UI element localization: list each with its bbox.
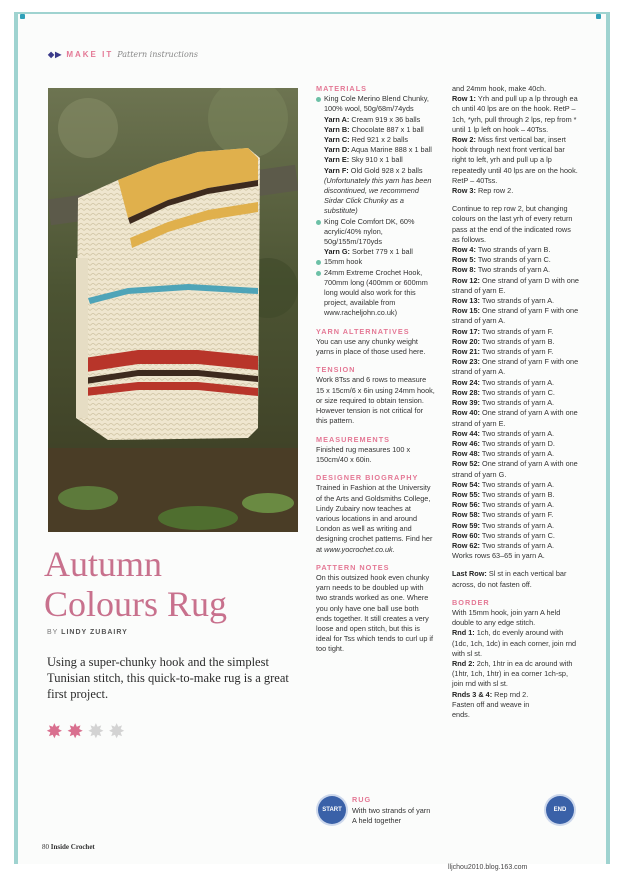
material-yarn-2: King Cole Comfort DK, 60% acrylic/40% nylon, 50g/155m/170yds [316,217,436,248]
pattern-notes-text: On this outsized hook even chunky yarn needs to be doubled up with two strands worked as one. Where you only have one ball use both ends together. It still creates a very loose and open stitch, but this is ideal for Tss which tends to curl up if too tight. [316,572,434,654]
yarn-item: Yarn E: Sky 910 x 1 ball [324,155,403,165]
colour-row: Row 46: Two strands of yarn D. [452,438,555,448]
material-yarn-1: King Cole Merino Blend Chunky, 100% wool, 50g/68m/74yds [316,94,436,114]
border-text: With 15mm hook, join yarn A held double to any edge stitch. [452,607,561,628]
colour-row: Row 24: Two strands of yarn A. [452,377,555,387]
colour-row: Row 23: One strand of yarn F with one strand of yarn A. [452,357,579,377]
author-name: LINDY ZUBAIRY [61,629,128,636]
last-row: Last Row: Sl st in each vertical bar across, do not fasten off. [452,569,567,589]
colour-row: Row 8: Two strands of yarn A. [452,265,551,275]
page-number: 80 [42,843,49,851]
colour-row: Row 59: Two strands of yarn A. [452,520,555,530]
colour-rows-list [452,245,580,551]
rnds-3-4: Rnds 3 & 4: Rep rnd 2. Fasten off and weave in ends. [452,689,530,719]
yarn-item: Yarn A: Cream 919 x 36 balls [324,114,421,124]
title-line-2: Colours Rug [44,584,228,624]
colour-row: Row 15: One strand of yarn F with one strand of yarn A. [452,306,579,326]
section-label: MAKE IT [66,50,114,59]
colour-row: Row 44: Two strands of yarn A. [452,428,555,438]
row-2: Row 2: Miss first vertical bar, insert hook through next front vertical bar right to left, yrh and pull up a lp repeatedly until 40 lps are on the hook. RetP – 40Tss. [452,135,578,185]
rug-heading: RUG [352,795,372,804]
publication-name: Inside Crochet [50,843,95,851]
tension-heading: TENSION [316,365,356,375]
byline [47,629,128,636]
rug-text: With two strands of yarn A held together [352,806,431,826]
rnd-1: Rnd 1: 1ch, dc evenly around with (1dc, 1ch, 1dc) in each corner, join rnd with sl st. [452,628,577,658]
yarn-alternatives-text: You can use any chunky weight yarns in place of those used here. [316,336,426,357]
works-rows: Works rows 63–65 in yarn A. [452,551,545,561]
yarn-item: Yarn F: Old Gold 928 x 2 balls [324,165,423,175]
material-hook-1: 15mm hook [316,257,436,267]
colour-row: Row 52: One strand of yarn A with one strand of yarn G. [452,459,578,479]
colour-row: Row 58: Two strands of yarn F. [452,510,554,520]
yarn-item: Yarn B: Chocolate 887 x 1 ball [324,124,424,134]
rug-photo-illustration [48,88,298,532]
yarn-item: Yarn D: Aqua Marine 888 x 1 ball [324,145,432,155]
watermark: lljchou2010.blog.163.com [448,864,528,871]
intro-text: Using a super-chunky hook and the simplest Tunisian stitch, this quick-to-make rug is a great first project. [47,655,289,702]
material-hook-2: 24mm Extreme Crochet Hook, 700mm long (400mm or 600mm long would also work for this project, available from www.racheljohn.co.uk) [316,268,436,319]
colour-row: Row 39: Two strands of yarn A. [452,398,555,408]
measurements-text: Finished rug measures 100 x 150cm/40 x 60in. [316,444,411,464]
colour-row: Row 62: Two strands of yarn A. [452,540,555,550]
colour-row: Row 5: Two strands of yarn C. [452,255,551,265]
colour-row: Row 28: Two strands of yarn C. [452,387,555,397]
measurements-heading: MEASUREMENTS [316,434,391,444]
designer-text: Trained in Fashion at the University of the Arts and Goldsmiths College, Lindy Zubairy now teaches at various locations in and around London as well as writing and designing crochet patterns. Find her at www.yocrochet.co.uk. [316,483,433,554]
colour-row: Row 56: Two strands of yarn A. [452,500,555,510]
arrow-icon: ◆▶ [48,50,63,59]
rug-continued: and 24mm hook, make 40ch. [452,84,547,93]
colour-row: Row 60: Two strands of yarn C. [452,530,555,540]
yarn-item: Yarn C: Red 921 x 2 balls [324,135,408,145]
difficulty-rating [46,722,125,742]
rnd-2: Rnd 2: 2ch, 1htr in ea dc around with (1htr, 1ch, 1htr) in ea corner 1ch-sp, join rnd with sl st. [452,658,573,689]
section-subtitle: Pattern instructions [117,50,199,59]
designer-heading: DESIGNER BIOGRAPHY [316,473,419,483]
border-heading: BORDER [452,597,490,607]
designer-link[interactable]: www.yocrochet.co.uk. [324,544,395,554]
star-icon: ✸ [66,721,84,743]
instructions-column-1 [316,84,436,655]
colour-row: Row 4: Two strands of yarn B. [452,245,551,255]
colour-row: Row 17: Two strands of yarn F. [452,326,554,336]
continue-text: Continue to rep row 2, but changing colours on the last yrh of every return pass at the end of the indicated rows as follows. [452,204,573,244]
row-1: Row 1: Yrh and pull up a lp through ea ch until 40 lps are on the hook. RetP – 1ch, *yrh, pull through 2 lps, rep from * until 1 lp left on hook – 40Tss. [452,94,578,134]
yarn-item: Yarn G: Sorbet 779 x 1 ball [324,247,413,257]
yarn-alternatives-heading: YARN ALTERNATIVES [316,326,410,336]
colour-row: Row 48: Two strands of yarn A. [452,449,555,459]
colour-row: Row 21: Two strands of yarn F. [452,347,554,357]
colour-row: Row 12: One strand of yarn D with one strand of yarn E. [452,275,579,295]
star-icon: ✸ [108,721,126,743]
page-footer [42,843,95,851]
byline-prefix: BY [47,629,59,636]
row-3: Row 3: Rep row 2. [452,186,514,196]
colour-row: Row 40: One strand of yarn A with one strand of yarn E. [452,408,578,428]
colour-row: Row 13: Two strands of yarn A. [452,296,555,306]
tension-text: Work 8Tss and 6 rows to measure 15 x 15cm/6 x 6in using 24mm hook, or size required to obtain tension. However tension is not critical for this pattern. [316,375,435,426]
colour-row: Row 55: Two strands of yarn B. [452,489,555,499]
section-header [48,50,198,59]
star-icon: ✸ [87,721,105,743]
materials-heading: MATERIALS [316,84,368,93]
rug-photo [48,88,298,532]
corner-marker [20,14,25,19]
colour-row: Row 20: Two strands of yarn B. [452,336,555,346]
start-badge: START [318,796,346,824]
article-title [44,544,304,624]
instructions-column-2 [452,84,580,720]
pattern-notes-heading: PATTERN NOTES [316,562,390,572]
discontinued-note: (Unfortunately this yarn has been discontinued, we recommend Sirdar Click Chunky as a substitute) [324,175,432,216]
star-icon: ✸ [46,721,63,743]
title-line-1: Autumn [44,544,163,584]
corner-marker [596,14,601,19]
end-badge: END [546,796,574,824]
colour-row: Row 54: Two strands of yarn A. [452,479,555,489]
